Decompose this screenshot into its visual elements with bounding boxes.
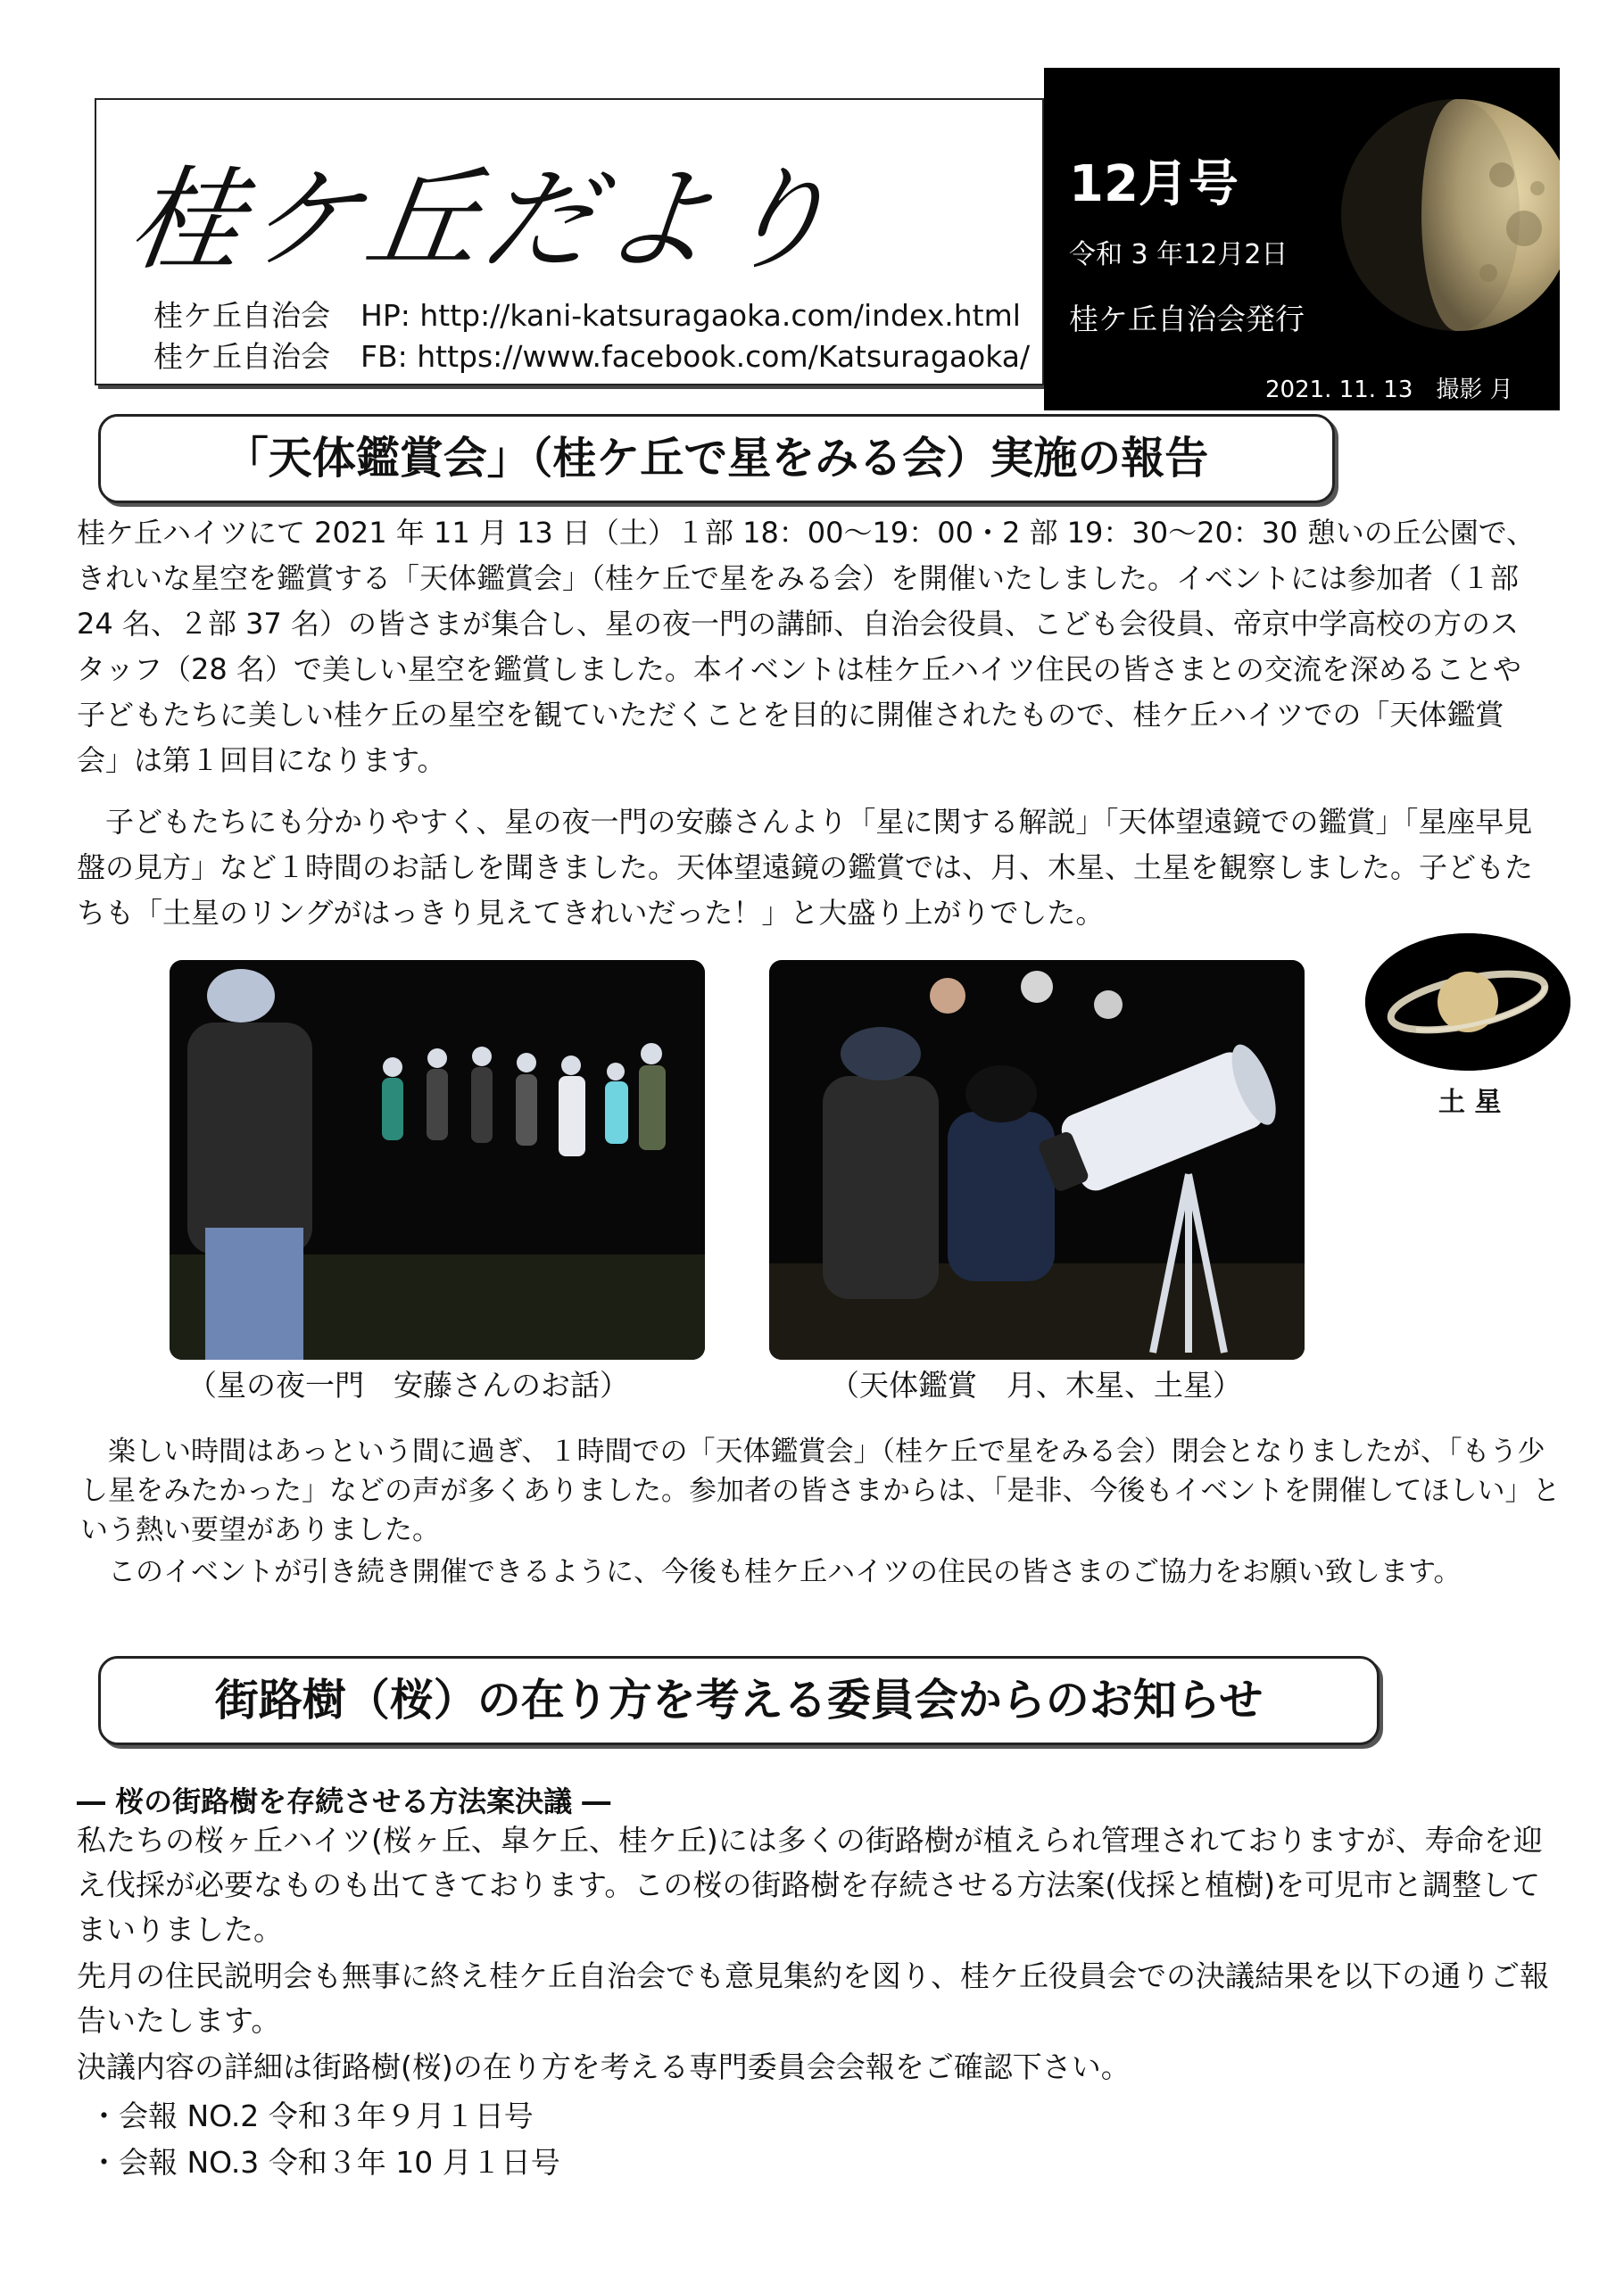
- facebook-link[interactable]: FB: https://www.facebook.com/Katsuragaoka/: [360, 339, 1031, 374]
- closing-paragraph: 楽しい時間はあっという間に過ぎ、１時間での「天体鑑賞会」（桂ケ丘で星をみる会）閉会となりましたが、「もう少し星をみたかった」などの声が多くありました。参加者の皆さまからは、「是非、今後もイベントを開催してほしい」という熱い要望がありました。: [80, 1436, 1561, 1546]
- photo-credit: 2021. 11. 13 撮影 月: [1265, 377, 1513, 403]
- facebook-line: [153, 334, 1030, 376]
- issue-date: 令和 3 年12月2日: [1069, 239, 1288, 270]
- lecture-photo-caption: （星の夜一門 安藤さんのお話）: [187, 1368, 629, 1403]
- event-report-paragraph: 桂ケ丘ハイツにて 2021 年 11 月 13 日（土）１部 18：00〜19：00・2 部 19：30〜20：30 憩いの丘公園で、きれいな星空を鑑賞する「天体鑑賞会」（桂ケ丘で星をみる会）を開催いたしました。イベントには参加者（１部 24 名、２部 37 名）の皆さまが集合し、星の夜一門の講師、自治会役員、こども会役員、帝京中学高校の方のスタッフ（28 名）で美しい星空を鑑賞しました。本イベントは桂ケ丘ハイツ住民の皆さまとの交流を深めることや子どもたちに美しい桂ケ丘の星空を観ていただくことを目的に開催されたもので、桂ケ丘ハイツでの「天体鑑賞会」は第１回目になります。: [77, 516, 1536, 777]
- issue-publisher: 桂ケ丘自治会発行: [1069, 302, 1305, 336]
- section-heading-star-event: 「天体鑑賞会」（桂ケ丘で星をみる会）実施の報告: [98, 414, 1335, 503]
- telescope-photo: [769, 960, 1305, 1360]
- lecture-photo: [170, 960, 705, 1360]
- resolution-subheading: ― 桜の街路樹を存続させる方法案決議 ―: [77, 1784, 611, 1818]
- issue-title: 12月号: [1069, 155, 1239, 213]
- saturn-label: 土 星: [1438, 1087, 1502, 1118]
- list-item: ・ 会報 NO.2 令和３年９月１日号: [89, 2093, 560, 2140]
- resident-meeting-paragraph: 先月の住民説明会も無事に終え桂ケ丘自治会でも意見集約を図り、桂ケ丘役員会での決議結果を以下の通りご報告いたします。: [77, 1958, 1549, 2038]
- cooperation-paragraph: このイベントが引き続き開催できるように、今後も桂ケ丘ハイツの住民の皆さまのご協力をお願い致します。: [108, 1556, 1462, 1588]
- facebook-label: 桂ケ丘自治会: [153, 339, 330, 374]
- masthead: [95, 98, 1044, 385]
- section-heading-street-trees: 街路樹（桜）の在り方を考える委員会からのお知らせ: [98, 1656, 1380, 1745]
- issue-box: [1044, 68, 1560, 410]
- bulletin-list: [89, 2093, 560, 2186]
- list-item: ・ 会報 NO.3 令和３年 10 月１日号: [89, 2140, 560, 2186]
- homepage-link[interactable]: HP: http://kani-katsuragaoka.com/index.html: [360, 298, 1021, 333]
- moon-photo: [1337, 95, 1560, 335]
- homepage-label: 桂ケ丘自治会: [153, 298, 330, 333]
- homepage-line: [153, 293, 1021, 335]
- details-paragraph: 決議内容の詳細は街路樹(桜)の在り方を考える専門委員会会報をご確認下さい。: [77, 2049, 1131, 2084]
- newsletter-title: 桂ケ丘だより: [121, 154, 847, 286]
- lecture-paragraph: 子どもたちにも分かりやすく、星の夜一門の安藤さんより「星に関する解説」「天体望遠鏡での鑑賞」「星座早見盤の見方」など１時間のお話しを聞きました。天体望遠鏡の鑑賞では、月、木星、土星を観察しました。子どもたちも「土星のリングがはっきり見えてきれいだった！」と大盛り上がりでした。: [77, 805, 1534, 930]
- telescope-photo-caption: （天体鑑賞 月、木星、土星）: [830, 1368, 1242, 1403]
- street-tree-paragraph: 私たちの桜ヶ丘ハイツ(桜ヶ丘、皐ケ丘、桂ケ丘)には多くの街路樹が植えられ管理されておりますが、寿命を迎え伐採が必要なものも出てきております。この桜の街路樹を存続させる方法案(伐採と植樹)を可児市と調整してまいりました。: [77, 1823, 1543, 1947]
- saturn-image: [1365, 933, 1570, 1071]
